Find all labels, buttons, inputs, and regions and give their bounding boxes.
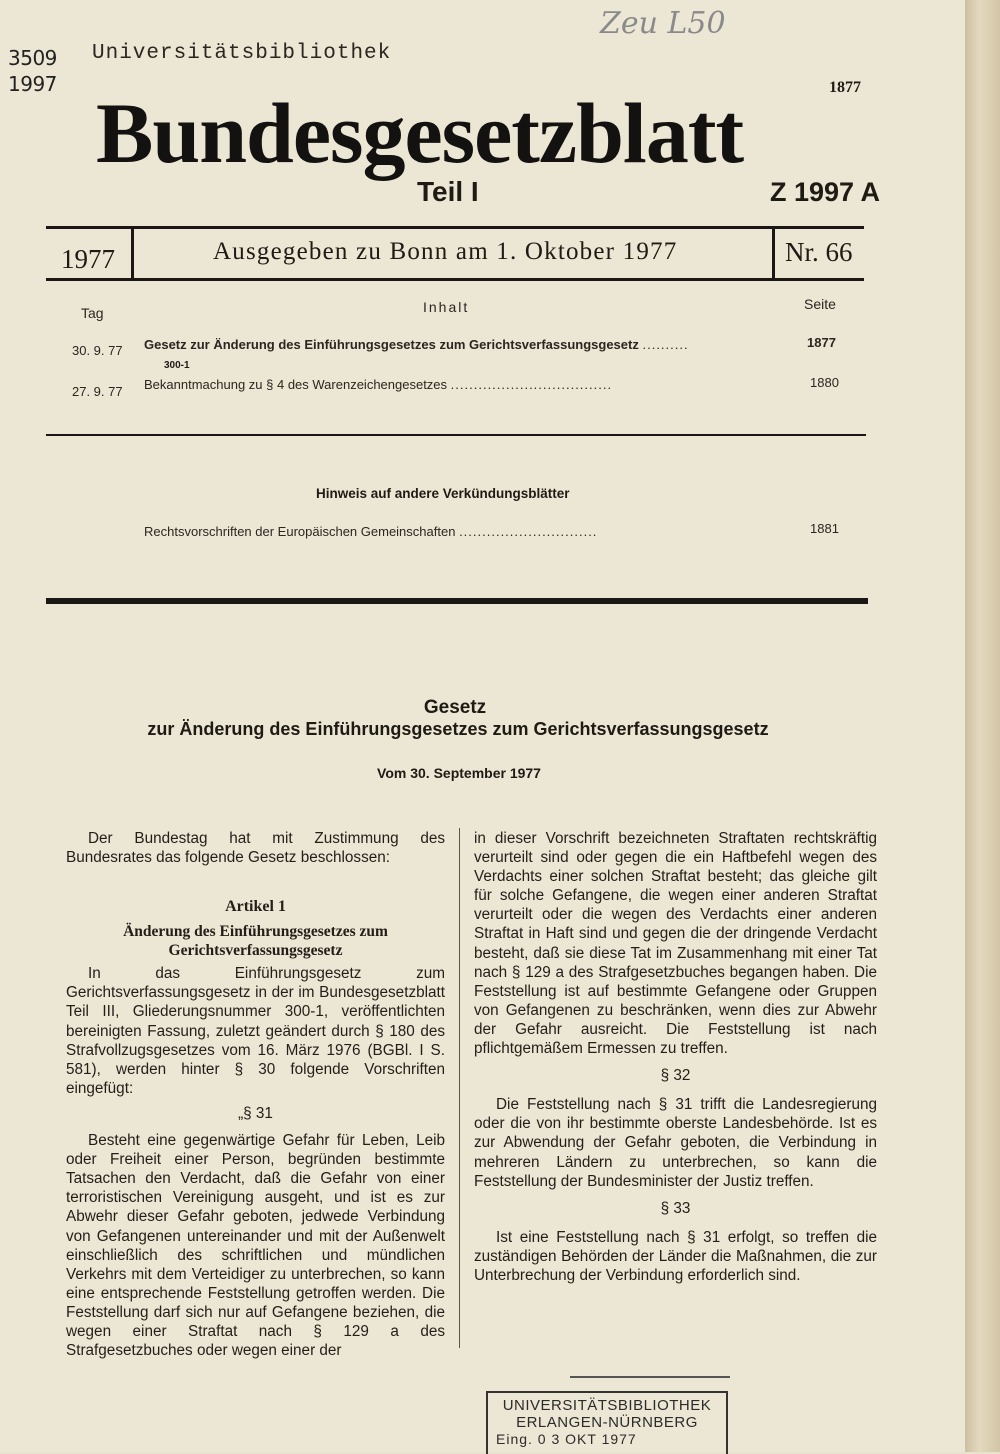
margin-year: 1997	[8, 72, 57, 96]
notice-heading: Hinweis auf andere Verkündungsblätter	[316, 486, 570, 501]
article-title: Änderung des Einführungsgesetzes zum Gerichtsverfassungsgesetz	[123, 923, 388, 960]
toc-entry-title-text: Bekanntmachung zu § 4 des Warenzeichengesetzes	[144, 377, 448, 392]
page-edge	[965, 0, 1000, 1452]
library-stamp	[486, 1391, 728, 1454]
shelf-number: 3509	[8, 46, 57, 70]
section-32-heading: § 32	[660, 1067, 691, 1085]
footer-rule	[570, 1376, 730, 1378]
issue-number: Nr. 66	[785, 237, 853, 267]
stamp-line-3: Eing. 0 3 OKT 1977	[496, 1431, 637, 1447]
page-start-number: 1877	[829, 79, 861, 96]
toc-entry-title-text: Gesetz zur Änderung des Einführungsgesetzes zum Gerichtsverfassungsgesetz	[144, 337, 639, 352]
issue-bar-top-rule	[46, 226, 864, 229]
notice-entry-title: Rechtsvorschriften der Europäischen Gemeinschaften	[144, 524, 456, 539]
masthead-title: Bundesgesetzblatt	[96, 85, 744, 181]
section-31-text-part-2: in dieser Vorschrift bezeichneten Straftaten rechtskräftig verurteilt sind oder gegen die ein Haftbefehl wegen des Verdachts einer solchen Straftat besteht; das gleiche gilt für solche Gefangene, die wegen einer anderen Straftat verurteilt oder die wegen des Verdachts einer anderen Straftat in Haft sind und gegen die der dringende Verdacht besteht, daß sie diese Tat im Zusammenhang mit einer Tat nach § 129 a des Strafgesetzbuches begangen haben. Die Feststellung ist auf bestimmte Gefangene oder Gruppen von Gefangenen zu beschränken, wenn dies zur Abwehr der Gefahr ausreicht. Die Feststellung ist nach pflichtgemäßem Ermessen zu treffen.	[474, 830, 877, 1058]
library-label: Universitätsbibliothek	[92, 42, 392, 65]
toc-entry-title[interactable]	[144, 377, 612, 392]
toc-entry-date: 30. 9. 77	[72, 343, 123, 358]
law-intro: Der Bundestag hat mit Zustimmung des Bundesrates das folgende Gesetz beschlossen:	[66, 830, 445, 867]
stamp-line-1: UNIVERSITÄTSBIBLIOTHEK	[502, 1397, 712, 1414]
toc-separator-rule	[46, 434, 866, 436]
notice-entry[interactable]	[144, 524, 597, 539]
notice-entry-page: 1881	[810, 521, 839, 536]
toc-entry-code: 300-1	[164, 360, 190, 371]
column-divider	[459, 828, 460, 1348]
issue-bar-divider-right	[772, 228, 775, 280]
periodical-code: Z 1997 A	[770, 177, 881, 207]
toc-entry-page: 1877	[807, 335, 836, 350]
toc-dot-leader: ..............................	[459, 524, 598, 539]
pencil-note: Zeu L50	[600, 6, 726, 41]
issue-bar-divider-left	[131, 228, 134, 280]
toc-content-header: Inhalt	[423, 299, 470, 315]
article-heading: Artikel 1	[225, 898, 286, 916]
law-subtitle: zur Änderung des Einführungsgesetzes zum Gerichtsverfassungsgesetz	[147, 719, 769, 739]
part-label: Teil I	[417, 176, 479, 207]
toc-day-header: Tag	[81, 305, 104, 321]
toc-entry-date: 27. 9. 77	[72, 384, 123, 399]
issue-bar-bottom-rule	[46, 278, 864, 281]
section-32-text: Die Feststellung nach § 31 trifft die Landesregierung oder die von ihr bestimmte oberste Landesbehörde. Ist es zur Abwendung der Gefahr geboten, die Verbindung in mehreren Ländern zu unterbrechen, so kann die Feststellung der Bundesminister der Justiz treffen.	[474, 1096, 877, 1190]
section-33-text: Ist eine Feststellung nach § 31 erfolgt, so treffen die zuständigen Behörden der Länder die Maßnahmen, die zur Unterbrechung der Verbindung erforderlich sind.	[474, 1228, 877, 1284]
right-column	[474, 829, 877, 1285]
issue-year: 1977	[61, 244, 115, 274]
law-title: Gesetz	[423, 697, 487, 718]
issue-date: Ausgegeben zu Bonn am 1. Oktober 1977	[213, 238, 678, 265]
section-33-heading: § 33	[660, 1199, 691, 1217]
law-date: Vom 30. September 1977	[377, 765, 541, 781]
stamp-line-2: ERLANGEN-NÜRNBERG	[516, 1414, 698, 1431]
section-31-heading: „§ 31	[238, 1104, 273, 1122]
toc-dot-leader: ...................................	[450, 377, 613, 392]
toc-entry-title[interactable]	[144, 337, 689, 352]
toc-page-header: Seite	[804, 296, 836, 312]
toc-entry-page: 1880	[810, 375, 839, 390]
heavy-separator-rule	[46, 598, 868, 604]
left-column	[66, 829, 445, 1360]
section-31-text-part-1: Besteht eine gegenwärtige Gefahr für Leben, Leib oder Freiheit einer Person, begründen bestimmte Tatsachen den Verdacht, daß die Gefahr von einer terroristischen Vereinigung ausgeht, und ist es zur Abwehr dieser Gefahr geboten, jedwede Verbindung von Gefangenen untereinander und mit der Außenwelt einschließlich des schriftlichen und mündlichen Verkehrs mit dem Verteidiger zu unterbrechen, so kann eine entsprechende Feststellung getroffen werden. Die Feststellung darf sich nur auf Gefangene beziehen, die wegen einer Straftat nach § 129 a des Strafgesetzbuches oder wegen einer der	[66, 1132, 445, 1360]
article-text: In das Einführungsgesetz zum Gerichtsverfassungsgesetz in der im Bundesgesetzblatt Teil III, Gliederungsnummer 300-1, veröffentlichten bereinigten Fassung, zuletzt geändert durch § 180 des Strafvollzugsgesetzes vom 16. März 1976 (BGBl. I S. 581), werden hinter § 30 folgende Vorschriften eingefügt:	[66, 965, 445, 1097]
toc-dot-leader: ..........	[642, 337, 689, 352]
